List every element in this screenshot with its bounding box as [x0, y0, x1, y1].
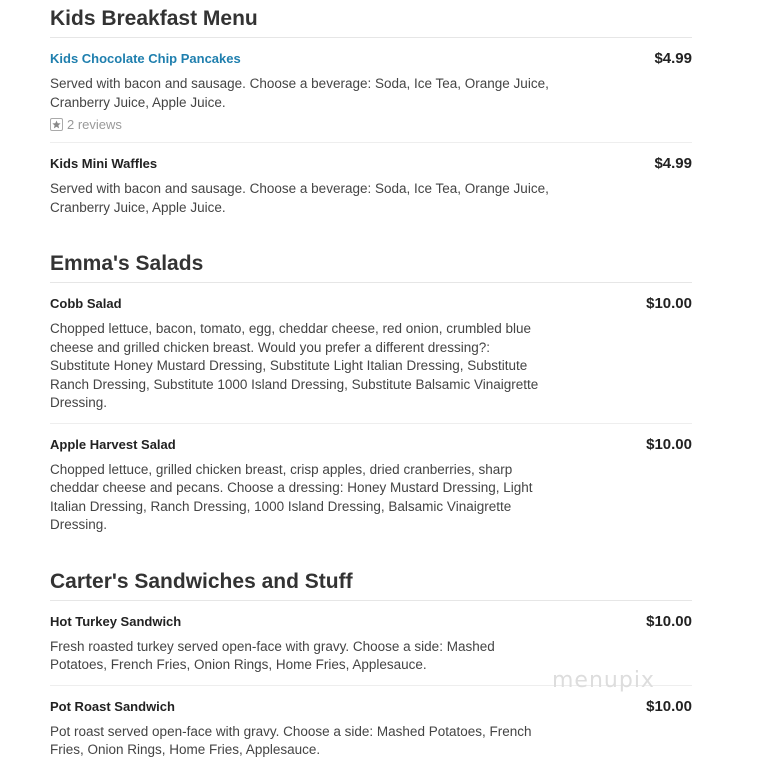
- item-name-link[interactable]: Kids Chocolate Chip Pancakes: [50, 51, 241, 66]
- menu-item: [50, 143, 692, 227]
- item-price: $10.00: [646, 435, 692, 453]
- section-kids-breakfast: [50, 0, 692, 227]
- item-description: Fresh roasted turkey served open-face with gravy. Choose a side: Mashed Potatoes, French Fries, Onion Rings, Home Fries, Applesauce.: [50, 638, 495, 672]
- item-description: Pot roast served open-face with gravy. Choose a side: Mashed Potatoes, French Fries, Onion Rings, Home Fries, Applesauce.: [50, 723, 532, 757]
- section-title: Kids Breakfast Menu: [50, 0, 692, 38]
- item-description: Chopped lettuce, bacon, tomato, egg, cheddar cheese, red onion, crumbled blue cheese and grilled chicken breast. Would you prefer a different dressing?: Substitute Honey Mustard Dressing, Substitute Light Italian Dressing, Substitute Ranch Dressing, Substitute 1000 Island Dressing, Substitute Balsamic Vinaigrette Dressing.: [50, 321, 539, 410]
- menu: [50, 0, 692, 770]
- item-name: Cobb Salad: [50, 296, 122, 311]
- star-icon: [50, 118, 63, 131]
- section-title: Carter's Sandwiches and Stuff: [50, 563, 692, 601]
- section-emmas-salads: [50, 245, 692, 545]
- menu-item: [50, 686, 692, 770]
- menu-item: [50, 283, 692, 424]
- item-price: $10.00: [646, 697, 692, 715]
- reviews-count: 2 reviews: [67, 117, 122, 132]
- item-description: Served with bacon and sausage. Choose a beverage: Soda, Ice Tea, Orange Juice, Cranberry Juice, Apple Juice.: [50, 181, 549, 215]
- item-price: $10.00: [646, 295, 692, 312]
- item-description: Chopped lettuce, grilled chicken breast, crisp apples, dried cranberries, sharp cheddar cheese and pecans. Choose a dressing: Honey Mustard Dressing, Light Italian Dressing, Ranch Dressing, 1000 Island Dressing, Balsamic Vinaigrette Dressing.: [50, 461, 533, 532]
- item-price: $4.99: [654, 155, 692, 172]
- reviews-link[interactable]: [50, 117, 692, 132]
- item-name: Hot Turkey Sandwich: [50, 613, 182, 629]
- item-name: Kids Mini Waffles: [50, 156, 158, 171]
- menu-item: [50, 38, 692, 143]
- menupix-watermark: menupix: [552, 668, 655, 693]
- item-price: $10.00: [646, 612, 692, 630]
- section-title: Emma's Salads: [50, 245, 692, 283]
- menu-item: [50, 601, 692, 686]
- menu-item: [50, 424, 692, 545]
- item-name: Apple Harvest Salad: [50, 436, 176, 452]
- item-price: $4.99: [654, 50, 692, 67]
- item-name: Pot Roast Sandwich: [50, 698, 175, 714]
- item-description: Served with bacon and sausage. Choose a beverage: Soda, Ice Tea, Orange Juice, Cranberry Juice, Apple Juice.: [50, 76, 549, 110]
- section-carters-sandwiches: [50, 563, 692, 770]
